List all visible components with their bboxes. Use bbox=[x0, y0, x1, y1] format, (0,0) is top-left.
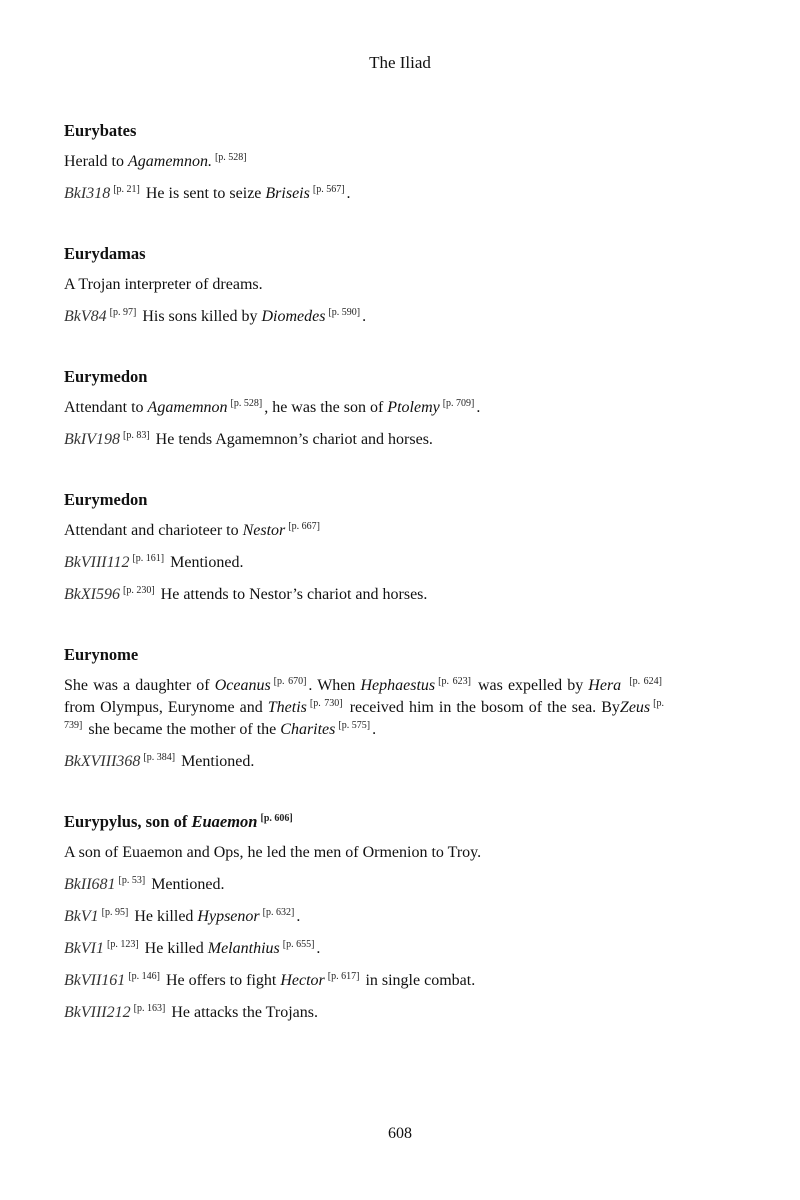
page-ref[interactable]: [p. 617] bbox=[327, 971, 360, 982]
page-ref[interactable]: [p. 730] bbox=[309, 698, 343, 709]
book-line-link[interactable]: BkVIII112 bbox=[64, 554, 130, 571]
page-ref[interactable]: [p. 575] bbox=[338, 720, 371, 731]
text: Attendant to bbox=[64, 399, 148, 416]
text: . bbox=[372, 721, 377, 738]
page-ref[interactable]: [p. 667] bbox=[288, 521, 320, 532]
entry-title: Eurydamas bbox=[64, 244, 146, 263]
text: . bbox=[316, 940, 321, 957]
book-reference bbox=[64, 584, 664, 606]
entry-eurydamas bbox=[64, 242, 664, 328]
text: was expelled by bbox=[472, 677, 589, 694]
cross-ref-link[interactable]: Hector bbox=[280, 972, 325, 989]
text: A Trojan interpreter of dreams. bbox=[64, 276, 263, 293]
entry-description bbox=[64, 151, 664, 173]
page-ref[interactable]: [p. 528] bbox=[214, 152, 247, 163]
cross-ref-link[interactable]: Oceanus bbox=[214, 677, 271, 694]
entry-eurynome bbox=[64, 643, 664, 773]
cross-ref-link[interactable]: Zeus bbox=[619, 699, 651, 716]
book-line-link[interactable]: BkI318 bbox=[64, 185, 111, 202]
page-number: 608 bbox=[388, 1125, 412, 1142]
page-ref[interactable]: [p. 163] bbox=[133, 1003, 166, 1014]
cross-ref-link[interactable]: Ptolemy bbox=[387, 399, 440, 416]
text: Mentioned. bbox=[147, 876, 225, 893]
entry-title: Eurymedon bbox=[64, 367, 148, 386]
cross-ref-link[interactable]: Agamemnon. bbox=[127, 153, 212, 170]
page-ref[interactable]: [p. 624] bbox=[629, 676, 663, 687]
entry-eurybates bbox=[64, 119, 664, 205]
book-line-link[interactable]: BkVI1 bbox=[64, 940, 104, 957]
text: received him in the bosom of the sea. By bbox=[344, 699, 620, 716]
text: from Olympus, Eurynome and bbox=[64, 699, 268, 716]
title-text: Eurypylus, son of bbox=[64, 812, 192, 831]
text: . bbox=[362, 308, 367, 325]
entry-eurymedon-2 bbox=[64, 488, 664, 606]
book-line-link[interactable]: BkIV198 bbox=[64, 431, 120, 448]
cross-ref-link[interactable]: Hypsenor bbox=[197, 908, 260, 925]
book-reference bbox=[64, 183, 664, 205]
book-reference bbox=[64, 874, 664, 896]
glossary-content bbox=[64, 119, 664, 1061]
book-line-link[interactable]: BkVII161 bbox=[64, 972, 126, 989]
book-reference bbox=[64, 938, 664, 960]
text: He attends to Nestor’s chariot and horses. bbox=[156, 586, 428, 603]
text: He is sent to seize bbox=[141, 185, 266, 202]
cross-ref-link[interactable]: Nestor bbox=[242, 522, 286, 539]
book-reference bbox=[64, 1002, 664, 1024]
text: , he was the son of bbox=[264, 399, 388, 416]
text: His sons killed by bbox=[138, 308, 262, 325]
page-ref[interactable]: [p. 709] bbox=[442, 398, 475, 409]
entry-title: Eurymedon bbox=[64, 490, 148, 509]
text: He offers to fight bbox=[161, 972, 281, 989]
title-cross-ref-link[interactable]: Euaemon bbox=[191, 812, 258, 831]
page-ref[interactable]: [p. 567] bbox=[312, 184, 345, 195]
book-reference bbox=[64, 429, 664, 451]
book-line-link[interactable]: BkV1 bbox=[64, 908, 99, 925]
entry-description bbox=[64, 274, 664, 296]
page-ref[interactable]: [p. 95] bbox=[101, 907, 129, 918]
page-ref[interactable]: [p. 606] bbox=[260, 813, 293, 824]
book-reference bbox=[64, 306, 664, 328]
entry-title: Eurynome bbox=[64, 645, 139, 664]
entry-description bbox=[64, 842, 664, 864]
page-ref[interactable]: [p. 83] bbox=[122, 430, 150, 441]
text: . bbox=[296, 908, 301, 925]
page-ref[interactable]: [p. 655] bbox=[282, 939, 315, 950]
text: she became the mother of the bbox=[84, 721, 281, 738]
entry-description bbox=[64, 520, 664, 542]
text: in single combat. bbox=[361, 972, 476, 989]
text: He killed bbox=[140, 940, 208, 957]
book-reference bbox=[64, 906, 664, 928]
entry-eurypylus bbox=[64, 810, 664, 1024]
running-head: The Iliad bbox=[369, 53, 431, 72]
page-ref[interactable]: [p. 384] bbox=[143, 752, 176, 763]
text: He killed bbox=[130, 908, 198, 925]
text: . When bbox=[308, 677, 361, 694]
cross-ref-link[interactable]: Briseis bbox=[265, 185, 310, 202]
page-ref[interactable]: [p. 632] bbox=[262, 907, 295, 918]
page-ref[interactable]: [p. 97] bbox=[109, 307, 137, 318]
cross-ref-link[interactable]: Hera bbox=[588, 677, 622, 694]
entry-description bbox=[64, 397, 664, 419]
text: . bbox=[476, 399, 481, 416]
cross-ref-link[interactable]: Agamemnon bbox=[147, 399, 228, 416]
entry-eurymedon-1 bbox=[64, 365, 664, 451]
text: He attacks the Trojans. bbox=[167, 1004, 318, 1021]
cross-ref-link[interactable]: Hephaestus bbox=[360, 677, 436, 694]
text: He tends Agamemnon’s chariot and horses. bbox=[151, 431, 433, 448]
book-line-link[interactable]: BkII681 bbox=[64, 876, 116, 893]
page-ref[interactable]: [p. 21] bbox=[113, 184, 140, 195]
entry-title: Eurybates bbox=[64, 121, 137, 140]
page-ref[interactable]: [p. 528] bbox=[230, 398, 263, 409]
book-reference bbox=[64, 970, 664, 992]
page-ref[interactable]: [p. 590] bbox=[328, 307, 361, 318]
text: Mentioned. bbox=[177, 753, 255, 770]
page-ref[interactable]: [p. 53] bbox=[118, 875, 146, 886]
text: Attendant and charioteer to bbox=[64, 522, 243, 539]
book-line-link[interactable]: BkV84 bbox=[64, 308, 107, 325]
cross-ref-link[interactable]: Thetis bbox=[267, 699, 307, 716]
text: A son of Euaemon and Ops, he led the men of Ormenion to Troy. bbox=[64, 844, 482, 861]
book-line-link[interactable]: BkXI596 bbox=[64, 586, 120, 603]
page-ref[interactable]: [p. 670] bbox=[273, 676, 307, 687]
entry-title bbox=[64, 810, 664, 834]
book-line-link[interactable]: BkXVIII368 bbox=[64, 753, 141, 770]
entry-description bbox=[64, 675, 664, 741]
page-ref[interactable]: [p. 146] bbox=[128, 971, 160, 982]
text: . bbox=[346, 185, 351, 202]
cross-ref-link[interactable]: Melanthius bbox=[207, 940, 280, 957]
text: Herald to bbox=[64, 153, 128, 170]
book-reference bbox=[64, 552, 664, 574]
page-ref[interactable]: [p. 123] bbox=[106, 939, 139, 950]
cross-ref-link[interactable]: Charites bbox=[280, 721, 336, 738]
book-reference bbox=[64, 751, 664, 773]
page-ref[interactable]: [p. 739] bbox=[64, 698, 664, 731]
page-ref[interactable]: [p. 230] bbox=[122, 585, 155, 596]
page-ref[interactable]: [p. 161] bbox=[132, 553, 165, 564]
text: Mentioned. bbox=[166, 554, 244, 571]
cross-ref-link[interactable]: Diomedes bbox=[261, 308, 326, 325]
book-line-link[interactable]: BkVIII212 bbox=[64, 1004, 131, 1021]
page-ref[interactable]: [p. 623] bbox=[438, 676, 471, 687]
text: She was a daughter of bbox=[64, 677, 215, 694]
